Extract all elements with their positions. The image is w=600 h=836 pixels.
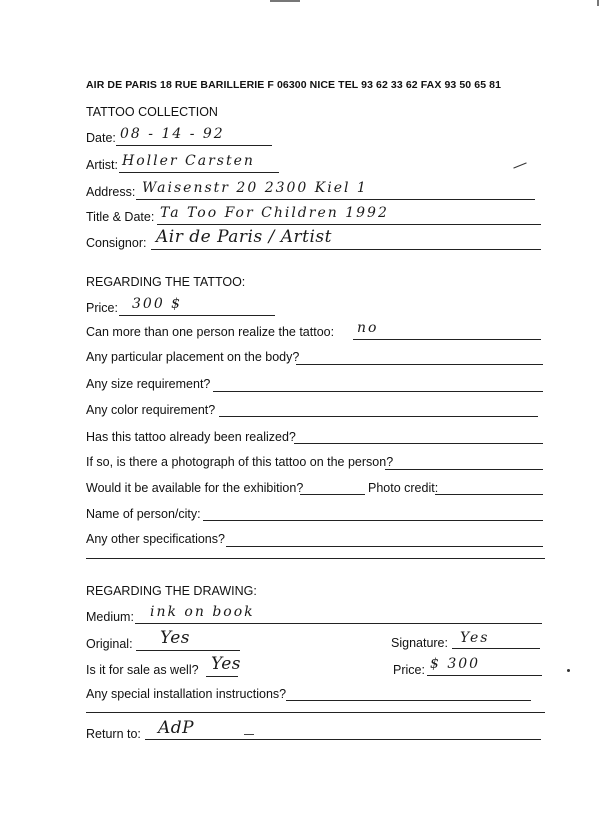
original-value: Yes [160, 628, 191, 648]
photo-label: If so, is there a photograph of this tattoo on the person? [86, 455, 394, 469]
consignor-field-line[interactable] [151, 249, 541, 250]
size-label: Any size requirement? [86, 377, 211, 391]
address-field-line[interactable] [136, 199, 535, 200]
letterhead: AIR DE PARIS 18 RUE BARILLERIE F 06300 NICE TEL 93 62 33 62 FAX 93 50 65 81 [86, 79, 502, 91]
photo-field-line[interactable] [385, 469, 543, 470]
stray-dot [567, 669, 570, 672]
stray-mark [513, 162, 526, 168]
title-date-value: Ta Too For Children 1992 [160, 205, 389, 221]
original-field-line[interactable] [136, 650, 240, 651]
return-to-field-line[interactable] [145, 739, 541, 740]
color-label: Any color requirement? [86, 403, 216, 417]
artist-value: Holler Carsten [122, 153, 255, 169]
signature-field-line[interactable] [452, 648, 540, 649]
tattoo-price-field-line[interactable] [119, 315, 275, 316]
more-than-one-field-line[interactable] [353, 339, 541, 340]
tattoo-price-value: 300 $ [132, 296, 183, 312]
more-than-one-label: Can more than one person realize the tattoo: [86, 325, 335, 339]
signature-value: Yes [460, 630, 490, 646]
date-field-line[interactable] [116, 145, 272, 146]
more-than-one-value: no [357, 320, 379, 336]
realized-label: Has this tattoo already been realized? [86, 430, 296, 444]
other-spec-label: Any other specifications? [86, 532, 225, 546]
installation-field-line[interactable] [286, 700, 531, 701]
medium-field-line[interactable] [135, 623, 542, 624]
person-city-field-line[interactable] [203, 520, 543, 521]
exhibition-field-line[interactable] [300, 494, 365, 495]
realized-field-line[interactable] [294, 443, 543, 444]
size-field-line[interactable] [213, 391, 543, 392]
exhibition-label: Would it be available for the exhibition? [86, 481, 304, 495]
return-to-value: AdP [158, 718, 195, 738]
address-label: Address: [86, 185, 136, 199]
tattoo-section-heading: REGARDING THE TATTOO: [86, 275, 246, 289]
title-date-label: Title & Date: [86, 210, 155, 224]
installation-field-line-2[interactable] [86, 712, 545, 713]
drawing-price-label: Price: [393, 663, 425, 677]
drawing-section-heading: REGARDING THE DRAWING: [86, 584, 257, 598]
consignor-label: Consignor: [86, 236, 147, 250]
person-city-label: Name of person/city: [86, 507, 201, 521]
date-value: 08 - 14 - 92 [120, 126, 225, 142]
artist-field-line[interactable] [119, 172, 279, 173]
photo-credit-field-line[interactable] [435, 494, 543, 495]
form-title: TATTOO COLLECTION [86, 105, 218, 119]
other-spec-field-line-2[interactable] [86, 558, 545, 559]
for-sale-field-line[interactable] [206, 676, 238, 677]
return-to-label: Return to: [86, 727, 141, 741]
color-field-line[interactable] [219, 416, 538, 417]
return-to-dash [244, 734, 254, 735]
signature-label: Signature: [391, 636, 448, 650]
artist-label: Artist: [86, 158, 118, 172]
other-spec-field-line[interactable] [226, 546, 543, 547]
medium-value: ink on book [150, 604, 255, 620]
photo-credit-label: Photo credit: [368, 481, 439, 495]
for-sale-label: Is it for sale as well? [86, 663, 199, 677]
for-sale-value: Yes [211, 654, 242, 674]
scan-edge-right [597, 0, 599, 6]
placement-field-line[interactable] [296, 364, 543, 365]
scan-edge-top [270, 0, 300, 2]
drawing-price-field-line[interactable] [427, 675, 542, 676]
installation-label: Any special installation instructions? [86, 687, 287, 701]
date-label: Date: [86, 131, 116, 145]
medium-label: Medium: [86, 610, 134, 624]
original-label: Original: [86, 637, 133, 651]
consignor-value: Air de Paris / Artist [156, 227, 332, 247]
title-date-field-line[interactable] [157, 224, 541, 225]
drawing-price-value: $ 300 [430, 656, 481, 672]
placement-label: Any particular placement on the body? [86, 350, 300, 364]
tattoo-price-label: Price: [86, 301, 118, 315]
address-value: Waisenstr 20 2300 Kiel 1 [142, 180, 368, 196]
